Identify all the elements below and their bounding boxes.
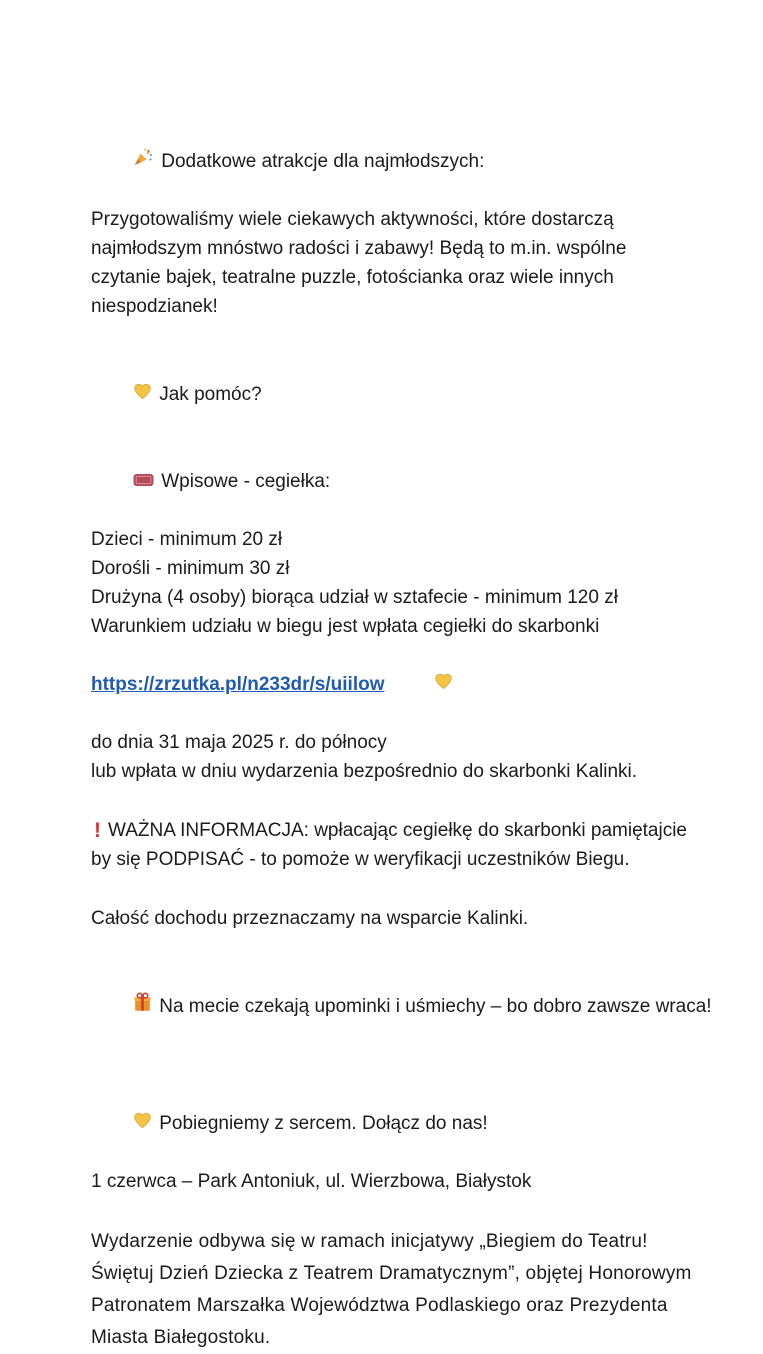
how-to-help-section [91,351,685,786]
deadline: do dnia 31 maja 2025 r. do północy [91,732,387,753]
cta-section [91,1080,685,1196]
party-popper-icon [91,117,154,205]
proceeds-text: Całość dochodu przeznaczamy na wsparcie Kalinki. [91,908,529,929]
fee-children: Dzieci - minimum 20 zł [91,529,283,550]
important-info-section [91,816,685,874]
attractions-text-line: najmłodszym mnóstwo radości i zabawy! Będą to m.in. wspólne [91,238,627,259]
finish-gifts-text: Na mecie czekają upominki i uśmiechy – bo dobro zawsze wraca! [159,996,712,1017]
yellow-heart-icon [391,641,452,728]
important-info-line: by się PODPISAĆ - to pomoże w weryfikacji uczestników Biegu. [91,849,630,870]
important-info-line: WAŻNA INFORMACJA: wpłacając cegiełkę do skarbonki pamiętajcie [108,820,687,841]
yellow-heart-icon [91,1080,152,1167]
patronage-line: Wydarzenie odbywa się w ramach inicjatywy „Biegiem do Teatru! [91,1231,648,1252]
gift-icon [91,963,152,1050]
how-to-help-heading: Jak pomóc? [159,384,262,405]
entry-fee-heading: Wpisowe - cegiełka: [161,471,331,492]
attractions-heading: Dodatkowe atrakcje dla najmłodszych: [161,150,485,172]
cta-heading: Pobiegniemy z sercem. Dołącz do nas! [159,1113,488,1134]
attractions-section [91,117,685,321]
proceeds-section [91,904,685,933]
fee-adults: Dorośli - minimum 30 zł [91,558,290,579]
fee-condition: Warunkiem udziału w biegu jest wpłata cegiełki do skarbonki [91,616,600,637]
attractions-text-line: niespodzianek! [91,296,218,317]
attractions-text-line: czytanie bajek, teatralne puzzle, fotościanka oraz wiele innych [91,267,614,288]
finish-gifts-section [91,963,712,1050]
fee-team: Drużyna (4 osoby) biorąca udział w sztafecie - minimum 120 zł [91,587,618,608]
patronage-section [91,1226,692,1354]
yellow-heart-icon [91,351,152,438]
alternative-payment: lub wpłata w dniu wydarzenia bezpośrednio do skarbonki Kalinki. [91,761,638,782]
ticket-icon [91,438,154,525]
zrzutka-link[interactable]: https://zrzutka.pl/n233dr/s/uiilow [91,674,385,695]
patronage-line: Miasta Białegostoku. [91,1327,271,1348]
patronage-line: Świętuj Dzień Dziecka z Teatrem Dramatycznym”, objętej Honorowym [91,1263,692,1284]
attractions-text-line: Przygotowaliśmy wiele ciekawych aktywności, które dostarczą [91,209,614,230]
exclamation-icon: ! [94,819,101,842]
patronage-line: Patronatem Marszałka Województwa Podlaskiego oraz Prezydenta [91,1295,668,1316]
event-date-location: 1 czerwca – Park Antoniuk, ul. Wierzbowa, Białystok [91,1171,532,1192]
